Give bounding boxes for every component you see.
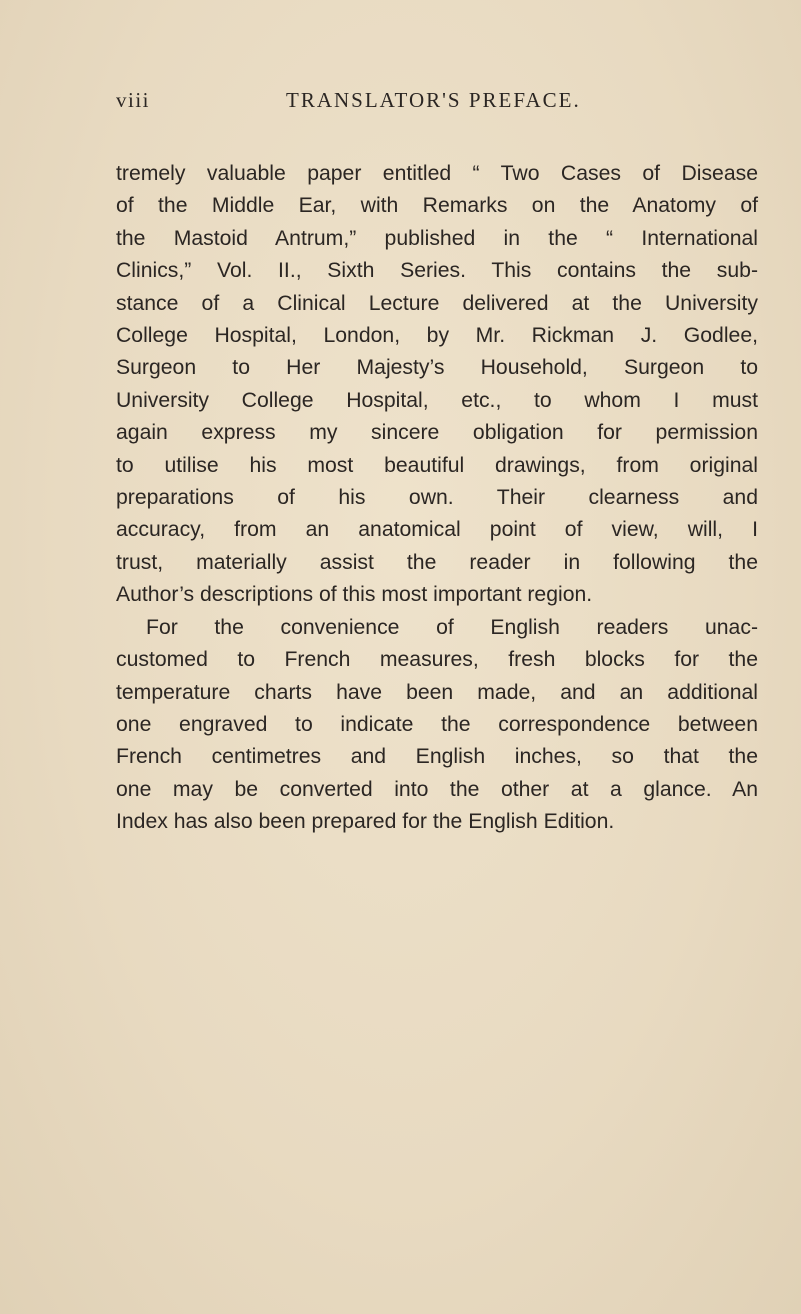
text-line: tremely valuable paper entitled “ Two Cases of Disease [116,162,758,185]
paragraph-2 [116,612,758,839]
text-line: College Hospital, London, by Mr. Rickman J. Godlee, [116,324,758,348]
text-line: French centimetres and English inches, so that the [116,745,758,769]
text-line: Clinics,” Vol. II., Sixth Series. This contains the sub- [116,259,758,283]
text-line: trust, materially assist the reader in following the [116,550,758,574]
text-line: For the convenience of English readers unac- [146,615,758,639]
running-head: TRANSLATOR'S PREFACE. [286,88,581,112]
body-text [116,158,758,839]
page-header [116,88,758,128]
text-line: to utilise his most beautiful drawings, from original [116,453,758,477]
text-line: temperature charts have been made, and an additional [116,680,758,704]
text-line: Author’s descriptions of this most important region. [116,583,593,607]
text-line: one engraved to indicate the correspondence between [116,712,758,736]
text-line: customed to French measures, fresh blocks for the [116,648,758,672]
text-line: stance of a Clinical Lecture delivered at the University [116,291,758,315]
text-line: of the Middle Ear, with Remarks on the Anatomy of [116,194,758,218]
text-line: preparations of his own. Their clearness and [116,486,758,510]
text-line: Surgeon to Her Majesty’s Household, Surgeon to [116,356,758,380]
book-page [116,88,758,839]
page-number: viii [116,88,151,112]
text-line: again express my sincere obligation for permission [116,421,758,445]
text-line: Index has also been prepared for the English Edition. [116,810,615,834]
text-line: one may be converted into the other at a glance. An [116,777,758,801]
text-line: the Mastoid Antrum,” published in the “ International [116,226,758,250]
text-line: University College Hospital, etc., to whom I must [116,388,758,412]
paragraph-1 [116,158,758,612]
text-line: accuracy, from an anatomical point of view, will, I [116,518,758,542]
